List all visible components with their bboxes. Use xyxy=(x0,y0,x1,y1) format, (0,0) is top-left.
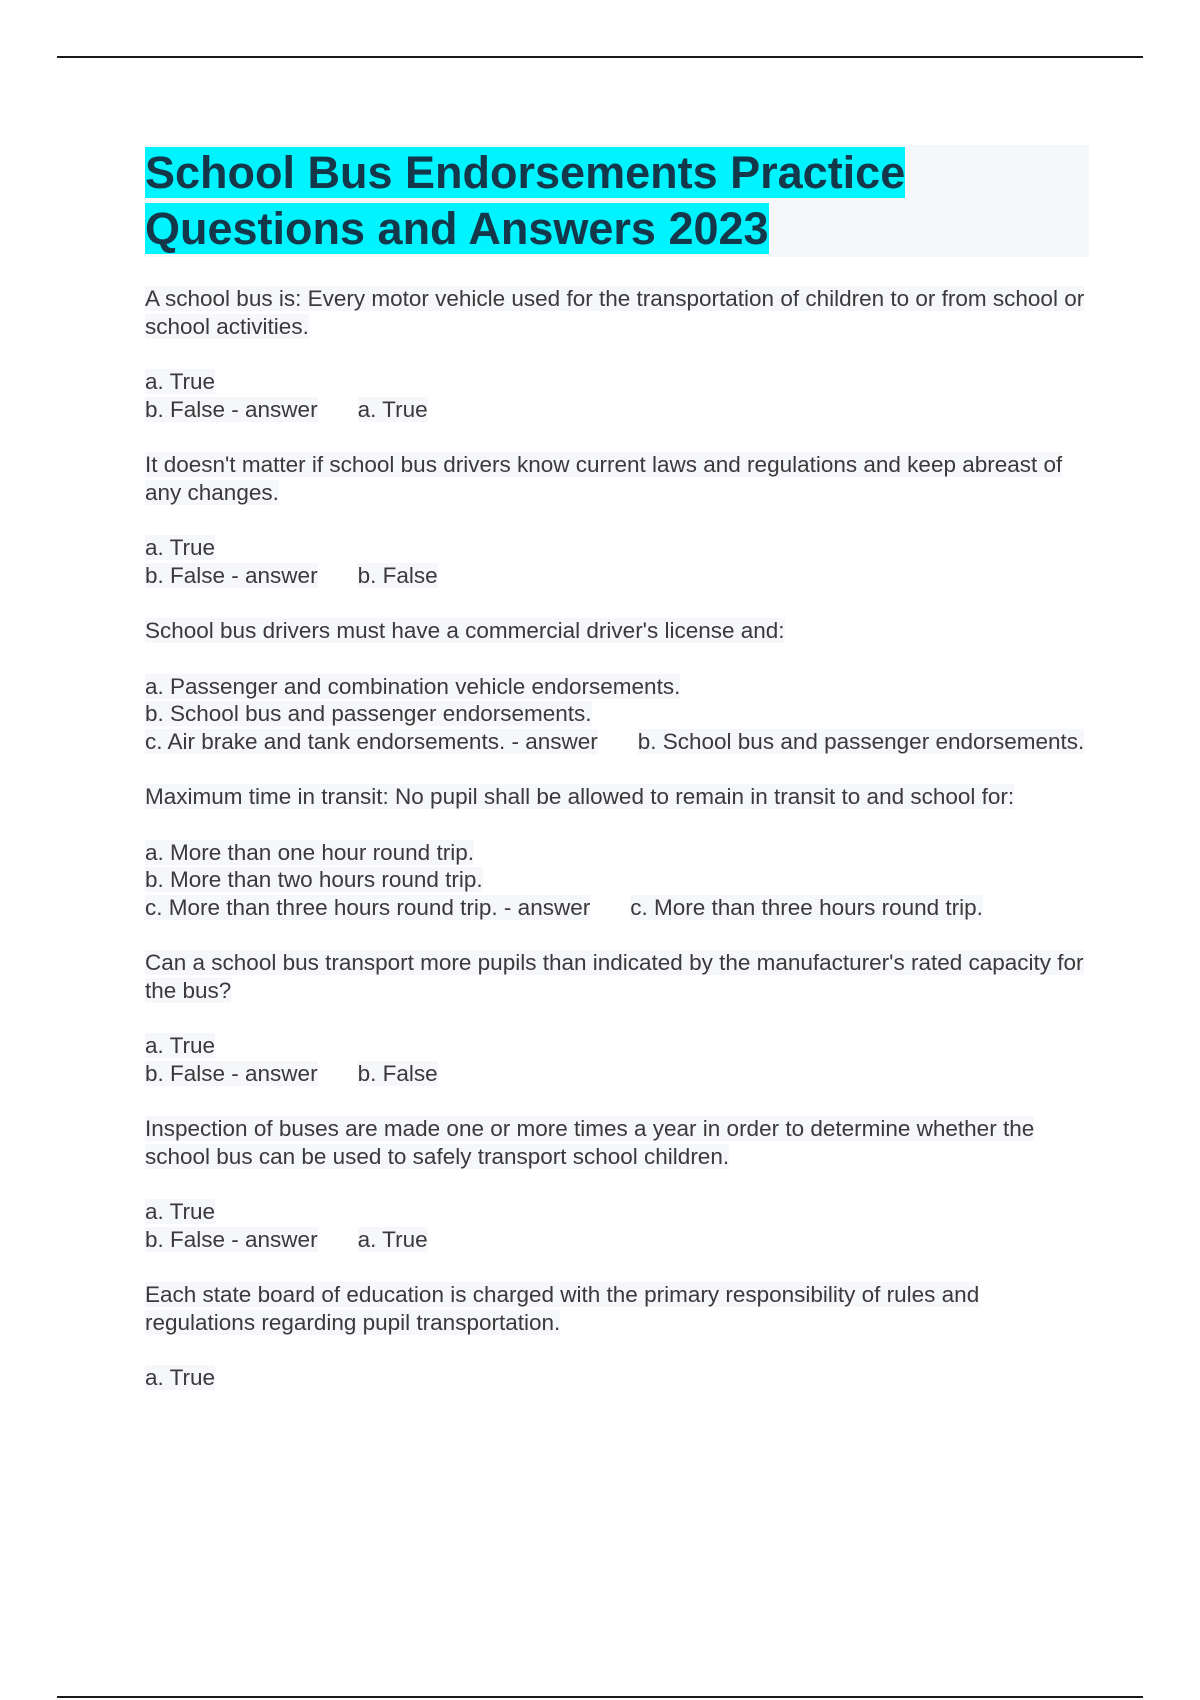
title-line-1: School Bus Endorsements Practice xyxy=(145,147,906,198)
question-text: School bus drivers must have a commercial driver's license and: xyxy=(145,618,785,643)
option: b. More than two hours round trip. xyxy=(145,867,483,892)
title-line-2: Questions and Answers 2023 xyxy=(145,203,769,254)
option: b. School bus and passenger endorsements. xyxy=(145,701,592,726)
answer-line: c. More than three hours round trip. - answer c. More than three hours round trip. xyxy=(145,894,983,920)
document-body xyxy=(145,145,1089,1420)
question-text: It doesn't matter if school bus drivers know current laws and regulations and keep abreast of any changes. xyxy=(145,452,1063,505)
option: a. True xyxy=(145,1199,216,1224)
question-text: Can a school bus transport more pupils than indicated by the manufacturer's rated capacity for the bus? xyxy=(145,950,1084,1003)
option: a. More than one hour round trip. xyxy=(145,839,474,865)
page-title xyxy=(145,145,1089,257)
qa-item-2 xyxy=(145,451,1089,589)
option: a. True xyxy=(145,1365,216,1390)
option: a. Passenger and combination vehicle endorsements. xyxy=(145,673,681,699)
answer-line: c. Air brake and tank endorsements. - answer b. School bus and passenger endorsements. xyxy=(145,728,1085,754)
answer-text: b. False xyxy=(357,562,438,588)
option: a. True xyxy=(145,1033,216,1058)
qa-item-1 xyxy=(145,285,1089,423)
answer-line: b. False - answer a. True xyxy=(145,396,428,422)
qa-item-5 xyxy=(145,949,1089,1087)
answer-line: b. False - answer a. True xyxy=(145,1226,428,1252)
qa-item-7 xyxy=(145,1281,1089,1392)
question-text: A school bus is: Every motor vehicle used for the transportation of children to or from school or school activities. xyxy=(145,286,1085,339)
answer-text: b. False xyxy=(357,1060,438,1086)
answer-line: b. False - answer b. False xyxy=(145,562,438,588)
answer-text: b. School bus and passenger endorsements. xyxy=(637,728,1085,754)
answer-line: b. False - answer b. False xyxy=(145,1060,438,1086)
question-text: Inspection of buses are made one or more times a year in order to determine whether the school bus can be used to safely transport school children. xyxy=(145,1116,1035,1169)
option: a. True xyxy=(145,369,216,394)
top-rule xyxy=(57,56,1143,58)
bottom-rule xyxy=(57,1696,1143,1698)
question-text: Maximum time in transit: No pupil shall be allowed to remain in transit to and school for: xyxy=(145,784,1015,809)
answer-text: a. True xyxy=(357,1226,428,1252)
qa-item-4 xyxy=(145,783,1089,921)
question-text: Each state board of education is charged with the primary responsibility of rules and regulations regarding pupil transportation. xyxy=(145,1282,980,1335)
title-block xyxy=(145,145,1089,257)
answer-text: a. True xyxy=(357,396,428,422)
option: a. True xyxy=(145,535,216,560)
qa-item-3 xyxy=(145,617,1089,755)
answer-text: c. More than three hours round trip. xyxy=(630,894,983,920)
qa-item-6 xyxy=(145,1115,1089,1253)
